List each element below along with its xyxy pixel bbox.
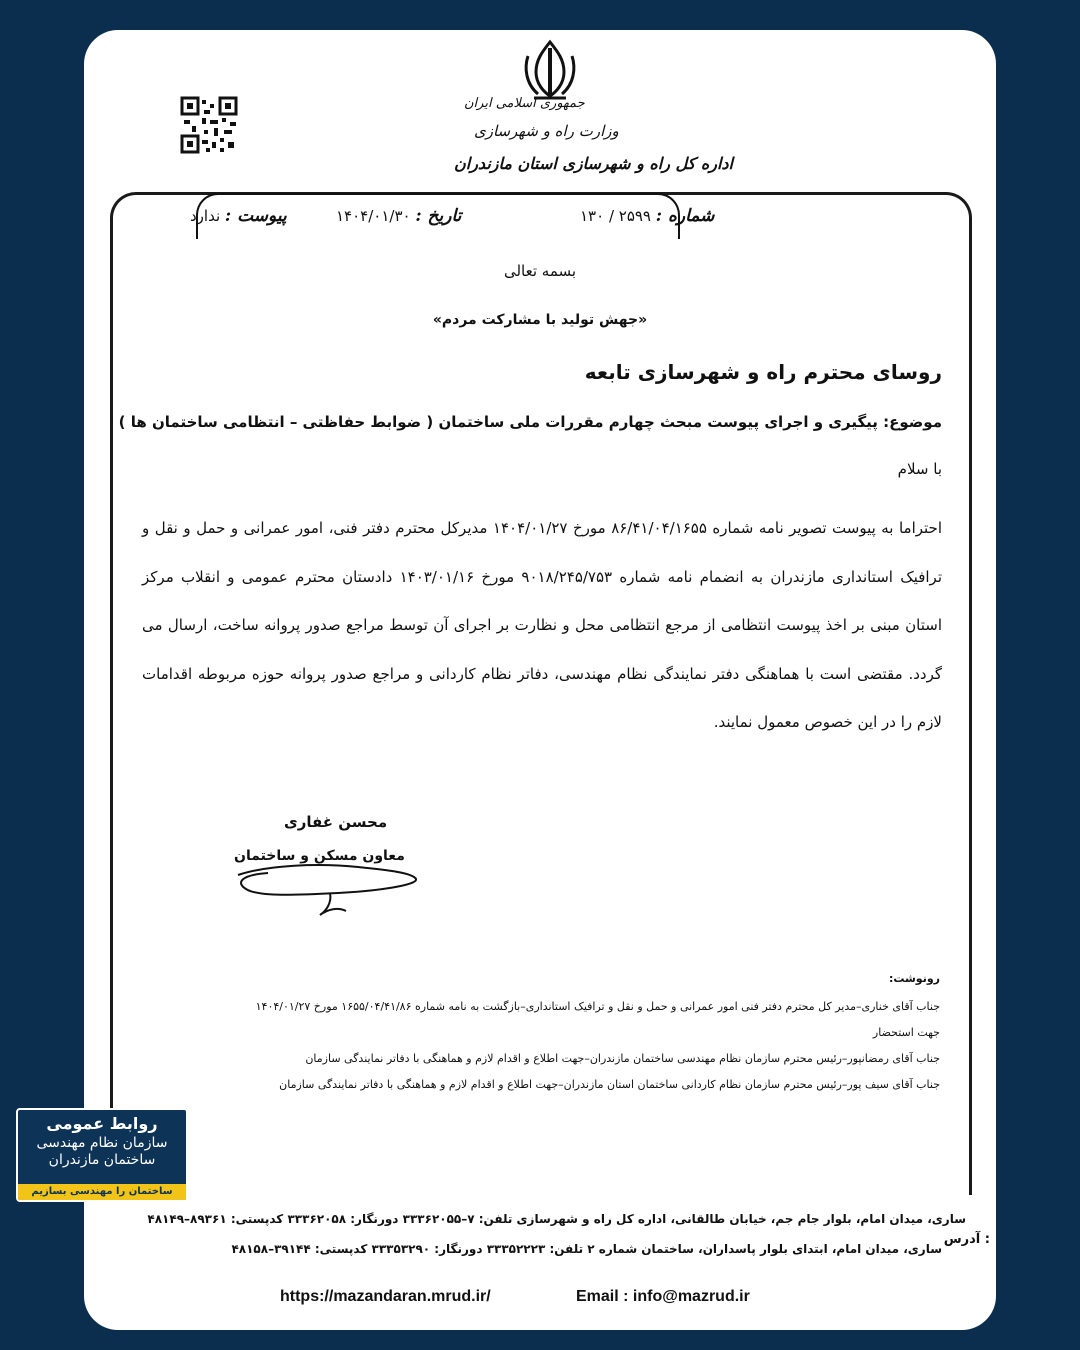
badge-line-3: ساختمان مازندران xyxy=(48,1152,156,1168)
pr-badge xyxy=(16,1108,188,1202)
header-country: جمهوری اسلامی ایران xyxy=(464,96,585,111)
slogan: «جهش تولید با مشارکت مردم» xyxy=(432,312,648,328)
cc-item: جناب آقای رمضانپور–رئیس محترم سازمان نظام مهندسی ساختمان مازندران–جهت اطلاع و اقدام لازم و هماهنگی با دفاتر نمایندگی سازمان xyxy=(305,1052,940,1065)
attachment-value: ندارد xyxy=(190,207,221,225)
subject: موضوع: پیگیری و اجرای پیوست مبحث چهارم مقررات ملی ساختمان ( ضوابط حفاظتی – انتظامی ساختمان ها ) xyxy=(118,413,942,431)
iran-emblem-icon xyxy=(520,38,580,104)
letter-attachment xyxy=(190,206,287,226)
cc-item: جناب آقای خناری–مدیر کل محترم دفتر فنی امور عمرانی و حمل و نقل و ترافیک استانداری–بازگشت به نامه شماره ۱۶۵۵/۰۴/۴۱/۸۶ مورخ ۱۴۰۴/۰۱/۲۷ xyxy=(255,1000,940,1013)
attachment-label: پیوست : xyxy=(224,206,287,226)
header-office: اداره کل راه و شهرسازی استان مازندران xyxy=(454,154,733,173)
signatory-name: محسن غفاری xyxy=(284,813,388,831)
recipients: روسای محترم راه و شهرسازی تابعه xyxy=(584,360,942,384)
number-label: شماره : xyxy=(655,206,715,226)
cc-list xyxy=(140,994,940,1098)
badge-tagline: ساختمان را مهندسی بسازیم xyxy=(18,1184,186,1200)
handwritten-signature xyxy=(228,845,428,925)
badge-line-1: روابط عمومی xyxy=(46,1114,158,1133)
letter-date xyxy=(336,206,461,226)
signatory-title: معاون مسکن و ساختمان xyxy=(234,848,405,864)
badge-line-2: سازمان نظام مهندسی xyxy=(36,1135,168,1151)
date-value: ۱۴۰۴/۰۱/۳۰ xyxy=(336,207,411,225)
cc-label: رونوشت: xyxy=(888,972,940,985)
email-link[interactable]: Email : info@mazrud.ir xyxy=(576,1288,750,1305)
cc-item: جناب آقای سیف پور–رئیس محترم سازمان نظام کاردانی ساختمان استان مازندران–جهت اطلاع و اقدام لازم و هماهنگی با دفاتر نمایندگی سازمان xyxy=(279,1078,940,1091)
date-label: تاریخ : xyxy=(415,206,462,226)
address-label: آدرس : xyxy=(943,1232,990,1247)
cc-item: جهت استحضار xyxy=(872,1026,940,1039)
address-line-1: ساری، میدان امام، بلوار جام جم، خیابان طالقانی، اداره کل راه و شهرسازی تلفن: ۷–۳۳۳۶۲۰۵۵ دورنگار: ۳۳۳۶۲۰۵۸ کدپستی: ۸۹۳۶۱–۴۸۱۴۹ xyxy=(147,1212,966,1226)
greeting: با سلام xyxy=(897,460,942,478)
address-line-2: ساری، میدان امام، ابتدای بلوار پاسداران، ساختمان شماره ۲ تلفن: ۳۳۳۵۲۲۲۳ دورنگار: ۳۳۳۵۳۲۹۰ کدپستی: ۳۹۱۴۴–۴۸۱۵۸ xyxy=(231,1242,942,1256)
qr-code-icon xyxy=(180,96,238,154)
basmala: بسمه تعالی xyxy=(503,262,577,280)
website-link[interactable]: https://mazandaran.mrud.ir/ xyxy=(280,1288,491,1305)
header-ministry: وزارت راه و شهرسازی xyxy=(474,122,619,140)
number-value: ۲۵۹۹ / ۱۳۰ xyxy=(580,207,651,225)
letter-body: احتراما به پیوست تصویر نامه شماره ۸۶/۴۱/۰۴/۱۶۵۵ مورخ ۱۴۰۴/۰۱/۲۷ مدیرکل محترم دفتر فنی، امور عمرانی و حمل و نقل و ترافیک استانداری مازندران به انضمام نامه شماره ۹۰۱۸/۲۴۵/۷۵۳ مورخ ۱۴۰۳/۰۱/۱۶ دادستان محترم عمومی و انقلاب مرکز استان مبنی بر اخذ پیوست انتظامی از مرجع انتظامی محل و نظارت بر اجرای آن توسط مراجع صدور پروانه ساخت، ارسال می گردد. مقتضی است با هماهنگی دفتر نمایندگی نظام مهندسی، دفاتر نظام کاردانی و مراجع صدور پروانه حوزه مربوطه اقدامات لازم را در این خصوص معمول نمایند. xyxy=(142,519,942,731)
letter-number xyxy=(580,206,714,226)
letter-card xyxy=(84,30,996,1330)
